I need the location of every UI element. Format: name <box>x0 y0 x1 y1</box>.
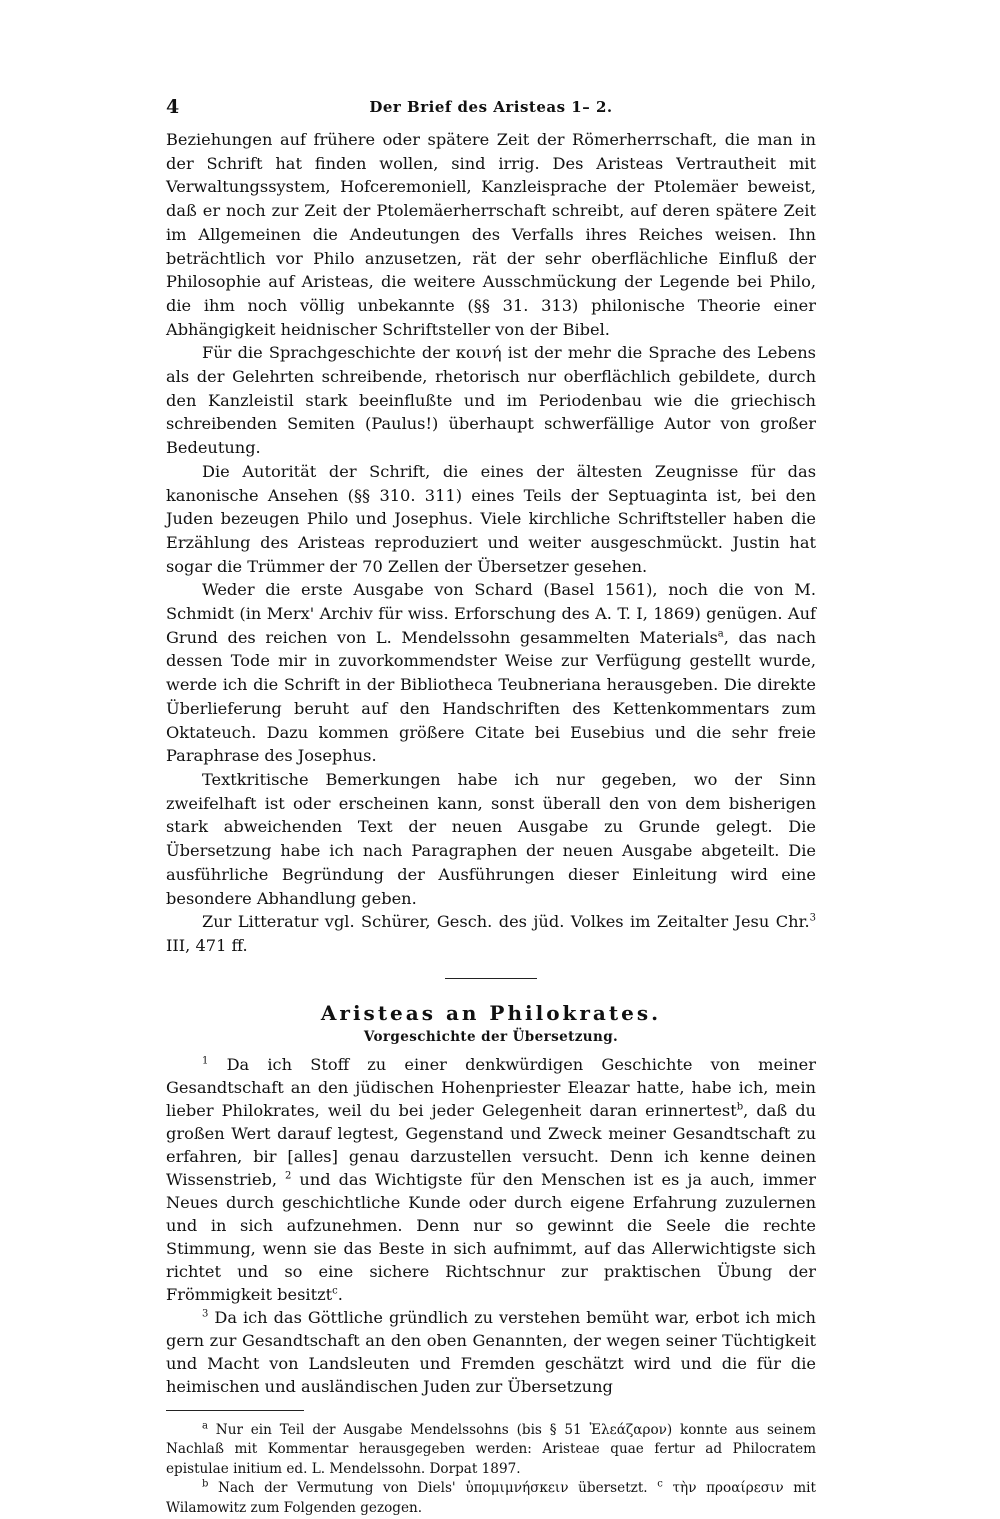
footnote-a-mark: a <box>202 1420 208 1432</box>
intro-paragraph-4-text: Weder die erste Ausgabe von Schard (Basel 1561), noch die von M. Schmidt (in Merx' Archiv für wiss. Erforschung des A. T. I, 1869) genügen. Auf Grund des reichen von L. Mendelssohn gesammelten Materials <box>166 580 816 647</box>
running-title: Der Brief des Aristeas 1– 2. <box>369 98 613 116</box>
intro-paragraph-3: Die Autorität der Schrift, die eines der ältesten Zeugnisse für das kanonische Ansehen (§§ 310. 311) eines Teils der Septuaginta ist, bei den Juden bezeugen Philo und Josephus. Viele kirchliche Schriftsteller haben die Erzählung des Aristeas reproduziert und weiter ausgeschmückt. Justin hat sogar die Trümmer der 70 Zellen der Übersetzer gesehen. <box>166 461 816 576</box>
footnote-ref-a: a <box>717 628 724 640</box>
body-paragraph-1-b: , daß du großen Wert darauf legtest, Gegenstand und Zweck meiner Gesandtschaft zu erfahren, bir [alles] genau darzustellen versucht. Denn ich kenne deinen Wissenstrieb, <box>166 1100 816 1189</box>
body-paragraph-1-a: Da ich Stoff zu einer denkwürdigen Geschichte von meiner Gesandtschaft an den jüdischen Hohenpriester Eleazar hatte, habe ich, mein lieber Philokrates, weil du bei jeder Gelegenheit daran erinnertest <box>166 1054 816 1120</box>
footnotes <box>166 1421 816 1519</box>
running-head <box>166 96 816 126</box>
footnote-divider <box>166 1410 304 1411</box>
body-paragraph-3-text: Da ich das Göttliche gründlich zu verstehen bemüht war, erbot ich mich gern zur Gesandtschaft an den oben Genannten, der wegen seiner Tüchtigkeit und Macht von Landsleuten und Fremden geschätzt wird und die für die heimischen und ausländischen Juden zur Übersetzung <box>166 1307 816 1396</box>
introduction <box>166 128 816 958</box>
intro-paragraph-2: Für die Sprachgeschichte der κοινή ist der mehr die Sprache des Lebens als der Gelehrten schreibende, rhetorisch nur oberflächlich gebildete, durch den Kanzleistil stark beeinflußte und im Periodenbau wie die griechisch schreibenden Semiten (Paulus!) überhaupt schwerfällige Autor von großer Bedeutung. <box>166 343 816 458</box>
section-number-2: 2 <box>285 1170 292 1182</box>
footnote-b-c <box>166 1479 816 1518</box>
intro-paragraph-6-rest: III, 471 ff. <box>166 935 248 955</box>
footnote-a <box>166 1421 816 1480</box>
footnote-b-mark: b <box>202 1478 209 1490</box>
footnote-c-mark: c <box>657 1478 663 1490</box>
section-subtitle: Vorgeschichte der Übersetzung. <box>363 1028 619 1045</box>
section-divider <box>445 978 537 979</box>
intro-paragraph-4-rest: , das nach dessen Tode mir in zuvorkommendster Weise zur Verfügung gestellt wurde, werde ich die Schrift in der Bibliotheca Teubneriana herausgeben. Die direkte Überlieferung beruht auf den Handschriften des Kettenkommentars zum Oktateuch. Dazu kommen größere Citate bei Eusebius und die sehr freie Paraphrase des Josephus. <box>166 627 816 766</box>
body-paragraph-1-c: und das Wichtigste für den Menschen ist es ja auch, immer Neues durch geschichtliche Kunde oder durch eigene Erfahrung zuzulernen und in sich aufzunehmen. Denn nur so gewinnt die Seele die rechte Stimmung, wenn sie das Beste in sich aufnimmt, auf das Allerwichtigste sich richtet und so eine sichere Richtschnur zur praktischen Übung der Frömmigkeit besitzt <box>166 1169 816 1304</box>
translation-text <box>166 1053 816 1398</box>
intro-paragraph-6-text: Zur Litteratur vgl. Schürer, Gesch. des jüd. Volkes im Zeitalter Jesu Chr. <box>202 912 810 932</box>
body-paragraph-3 <box>166 1306 816 1398</box>
body-paragraph-1 <box>166 1053 816 1306</box>
footnote-c-text: τὴν προαίρεσιν mit Wilamowitz zum Folgenden gezogen. <box>166 1480 816 1516</box>
footnote-ref-b: b <box>736 1101 744 1113</box>
intro-paragraph-4 <box>166 578 816 768</box>
intro-paragraph-1: Beziehungen auf frühere oder spätere Zeit der Römerherrschaft, die man in der Schrift hat finden wollen, sind irrig. Des Aristeas Vertrautheit mit Verwaltungssystem, Hofceremoniell, Kanzleisprache der Ptolemäer beweist, daß er noch zur Zeit der Ptolemäerherrschaft schreibt, auf deren spätere Zeit im Allgemeinen die Andeutungen des Verfalls ihres Reiches weisen. Ihn beträchtlich vor Philo anzusetzen, rät der sehr oberflächliche Einfluß der Philosophie auf Aristeas, die weitere Ausschmückung der Legende bei Philo, die ihm noch völlig unbekannte (§§ 31. 313) philonische Theorie einer Abhängigkeit heidnischer Schriftsteller von der Bibel. <box>166 130 816 339</box>
intro-paragraph-6 <box>166 910 816 957</box>
footnote-ref-c: c <box>332 1285 338 1297</box>
footnote-b-text: Nach der Vermutung von Diels' ὑπομιμνήσκειν übersetzt. <box>208 1480 648 1497</box>
section-number-3: 3 <box>202 1308 209 1320</box>
body-paragraph-1-end: . <box>337 1284 343 1304</box>
section-title: Aristeas an Philokrates. <box>320 1000 662 1025</box>
page-number: 4 <box>166 96 180 118</box>
edition-number: 3 <box>809 912 816 924</box>
section-number-1: 1 <box>202 1055 209 1067</box>
footnote-a-text: Nur ein Teil der Ausgabe Mendelssohns (bis § 51 Ἐλεάζαρον) konnte aus seinem Nachlaß mit Kommentar herausgegeben werden: Aristeae quae fertur ad Philocratem epistulae initium ed. L. Mendelssohn. Dorpat 1897. <box>166 1421 816 1477</box>
intro-paragraph-5: Textkritische Bemerkungen habe ich nur gegeben, wo der Sinn zweifelhaft ist oder erscheinen kann, sonst überall den von dem bisherigen stark abweichenden Text der neuen Ausgabe zu Grunde gelegt. Die Übersetzung habe ich nach Paragraphen der neuen Ausgabe abgeteilt. Die ausführliche Begründung der Ausführungen dieser Einleitung wird eine besondere Abhandlung geben. <box>166 769 816 908</box>
